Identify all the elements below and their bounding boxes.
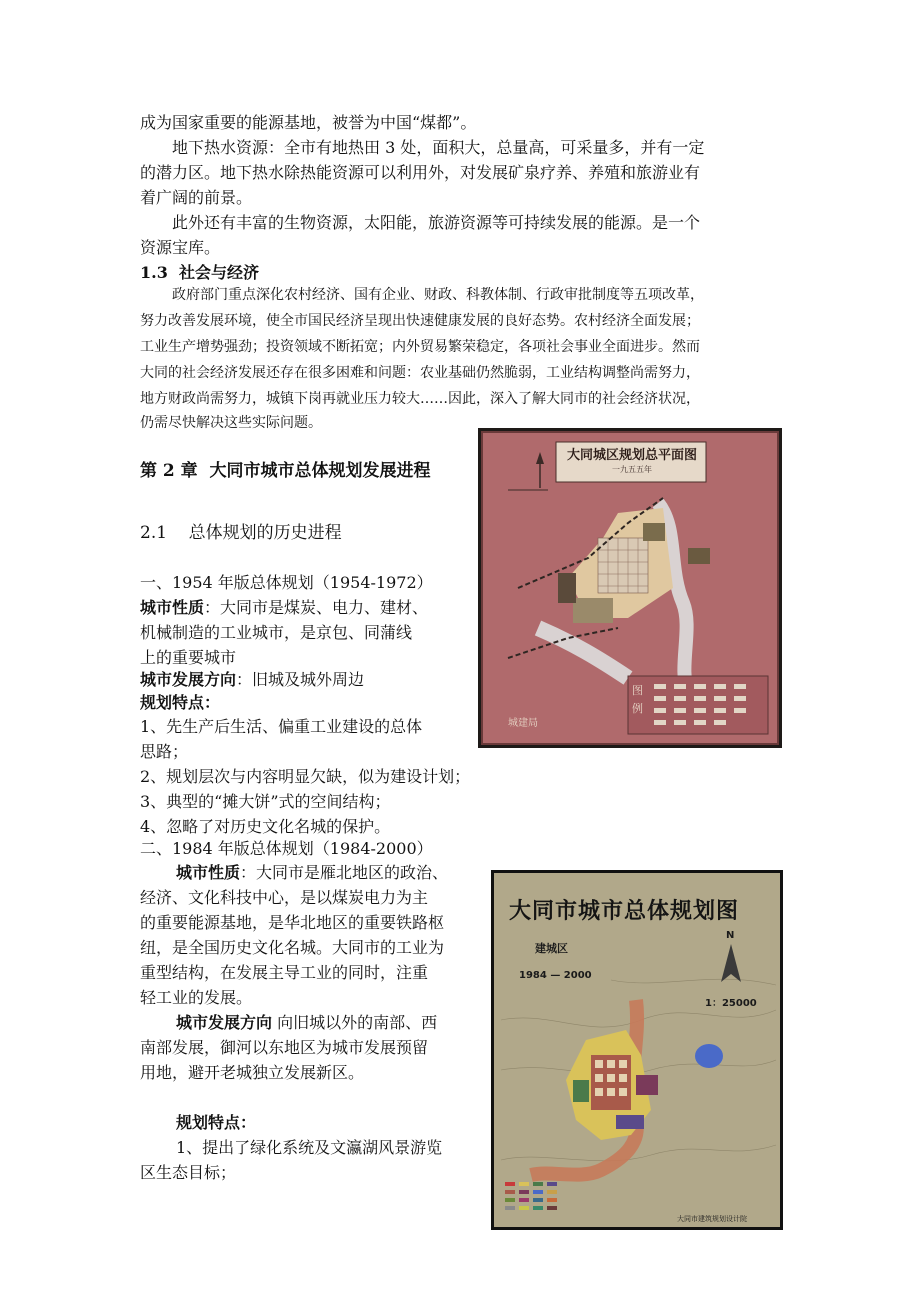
plan-1984-direction-1 — [176, 1010, 437, 1035]
direction-text: ：旧城及城外周边 — [236, 670, 365, 689]
plan-1984-feature-1b: 区生态目标； — [140, 1163, 237, 1182]
plan-1954-direction — [140, 667, 364, 692]
section-1-3-line-1: 政府部门重点深化农村经济、国有企业、财政、科教体制、行政审批制度等五项改革， — [172, 287, 704, 303]
map-1984-image — [491, 870, 783, 1230]
section-2-1-heading: 2.1 总体规划的历史进程 — [140, 523, 342, 543]
plan-1954-title: 一、1954 年版总体规划（1954-1972） — [140, 573, 433, 592]
section-1-3-line-4: 大同的社会经济发展还存在很多困难和问题：农业基础仍然脆弱，工业结构调整尚需努力， — [140, 365, 700, 381]
plan-1954-nature-2: 机械制造的工业城市，是京包、同蒲线 — [140, 623, 413, 642]
plan-1984-feature-1a: 1、提出了绿化系统及文瀛湖风景游览 — [176, 1138, 443, 1157]
map-1954-image — [478, 428, 782, 748]
nature-label: 城市性质 — [140, 598, 205, 617]
plan-1984-title: 二、1984 年版总体规划（1984-2000） — [140, 839, 433, 858]
plan-1954-feature-3: 3、典型的“摊大饼”式的空间结构； — [140, 792, 391, 811]
plan-1984-direction-2: 南部发展，御河以东地区为城市发展预留 — [140, 1038, 429, 1057]
map-1984-title: 大同市城市总体规划图 — [509, 899, 740, 924]
section-1-3-line-3: 工业生产增势强劲；投资领域不断拓宽；内外贸易繁荣稳定，各项社会事业全面进步。然而 — [140, 339, 700, 355]
direction-text-1984: 向旧城以外的南部、西 — [272, 1013, 438, 1032]
section-1-3-heading: 1.3 社会与经济 — [140, 263, 259, 282]
plan-1984-nature-5: 重型结构，在发展主导工业的同时，注重 — [140, 963, 429, 982]
thermal-line-3: 着广阔的前景。 — [140, 188, 253, 207]
section-1-3-line-2: 努力改善发展环境，使全市国民经济呈现出快速健康发展的良好态势。农村经济全面发展； — [140, 313, 700, 329]
map-1984-subtitle: 建城区 — [535, 942, 568, 955]
bio-line-2: 资源宝库。 — [140, 238, 221, 257]
map-1984-footer: 大同市建筑规划设计院 — [677, 1215, 747, 1223]
section-1-3-line-6: 仍需尽快解决这些实际问题。 — [140, 415, 322, 431]
map-1954-stamp: 城建局 — [508, 718, 538, 729]
map-1984-scale: 1：25000 — [705, 998, 757, 1009]
map-1954-title: 大同城区规划总平面图 — [566, 448, 697, 463]
thermal-line-1: 地下热水资源：全市有地热田 3 处，面积大，总量高，可采量多，并有一定 — [172, 138, 705, 157]
direction-label-1984: 城市发展方向 — [176, 1013, 273, 1032]
thermal-line-2: 的潜力区。地下热水除热能资源可以利用外，对发展矿泉疗养、养殖和旅游业有 — [140, 163, 701, 182]
section-1-3-line-5: 地方财政尚需努力，城镇下岗再就业压力较大……因此，深入了解大同市的社会经济状况， — [140, 391, 700, 407]
map-1954-subtitle: 一九五五年 — [612, 465, 652, 474]
nature-label-1984: 城市性质 — [176, 863, 241, 882]
plan-1954-feature-2: 2、规划层次与内容明显欠缺，似为建设计划； — [140, 767, 471, 786]
intro-line-1: 成为国家重要的能源基地，被誉为中国“煤都”。 — [140, 113, 477, 132]
map-1984-north-label: N — [726, 930, 735, 941]
plan-1984-nature-4: 纽，是全国历史文化名城。大同市的工业为 — [140, 938, 445, 957]
plan-1954-feature-1a: 1、先生产后生活、偏重工业建设的总体 — [140, 717, 423, 736]
plan-1954-nature-3: 上的重要城市 — [140, 648, 237, 667]
plan-1984-direction-3: 用地，避开老城独立发展新区。 — [140, 1063, 365, 1082]
plan-1984-features-label: 规划特点： — [176, 1113, 257, 1132]
plan-1984-nature-3: 的重要能源基地，是华北地区的重要铁路枢 — [140, 913, 445, 932]
nature-text: ：大同市是煤炭、电力、建材、 — [204, 598, 429, 617]
nature-text-1984: ：大同市是雁北地区的政治、 — [240, 863, 449, 882]
map-1984-years: 1984 — 2000 — [519, 970, 592, 981]
map-1954-legend-label: 图例 — [632, 684, 643, 715]
chapter-2-heading: 第 2 章 大同市城市总体规划发展进程 — [140, 461, 431, 481]
plan-1954-feature-1b: 思路； — [140, 742, 189, 761]
plan-1984-nature-2: 经济、文化科技中心，是以煤炭电力为主 — [140, 888, 429, 907]
bio-line-1: 此外还有丰富的生物资源，太阳能，旅游资源等可持续发展的能源。是一个 — [172, 213, 701, 232]
plan-1954-nature — [140, 595, 428, 620]
plan-1984-nature-1 — [176, 860, 448, 885]
plan-1954-feature-4: 4、忽略了对历史文化名城的保护。 — [140, 817, 391, 836]
plan-1954-features-label: 规划特点： — [140, 693, 221, 712]
plan-1984-nature-6: 轻工业的发展。 — [140, 988, 253, 1007]
direction-label: 城市发展方向 — [140, 670, 237, 689]
